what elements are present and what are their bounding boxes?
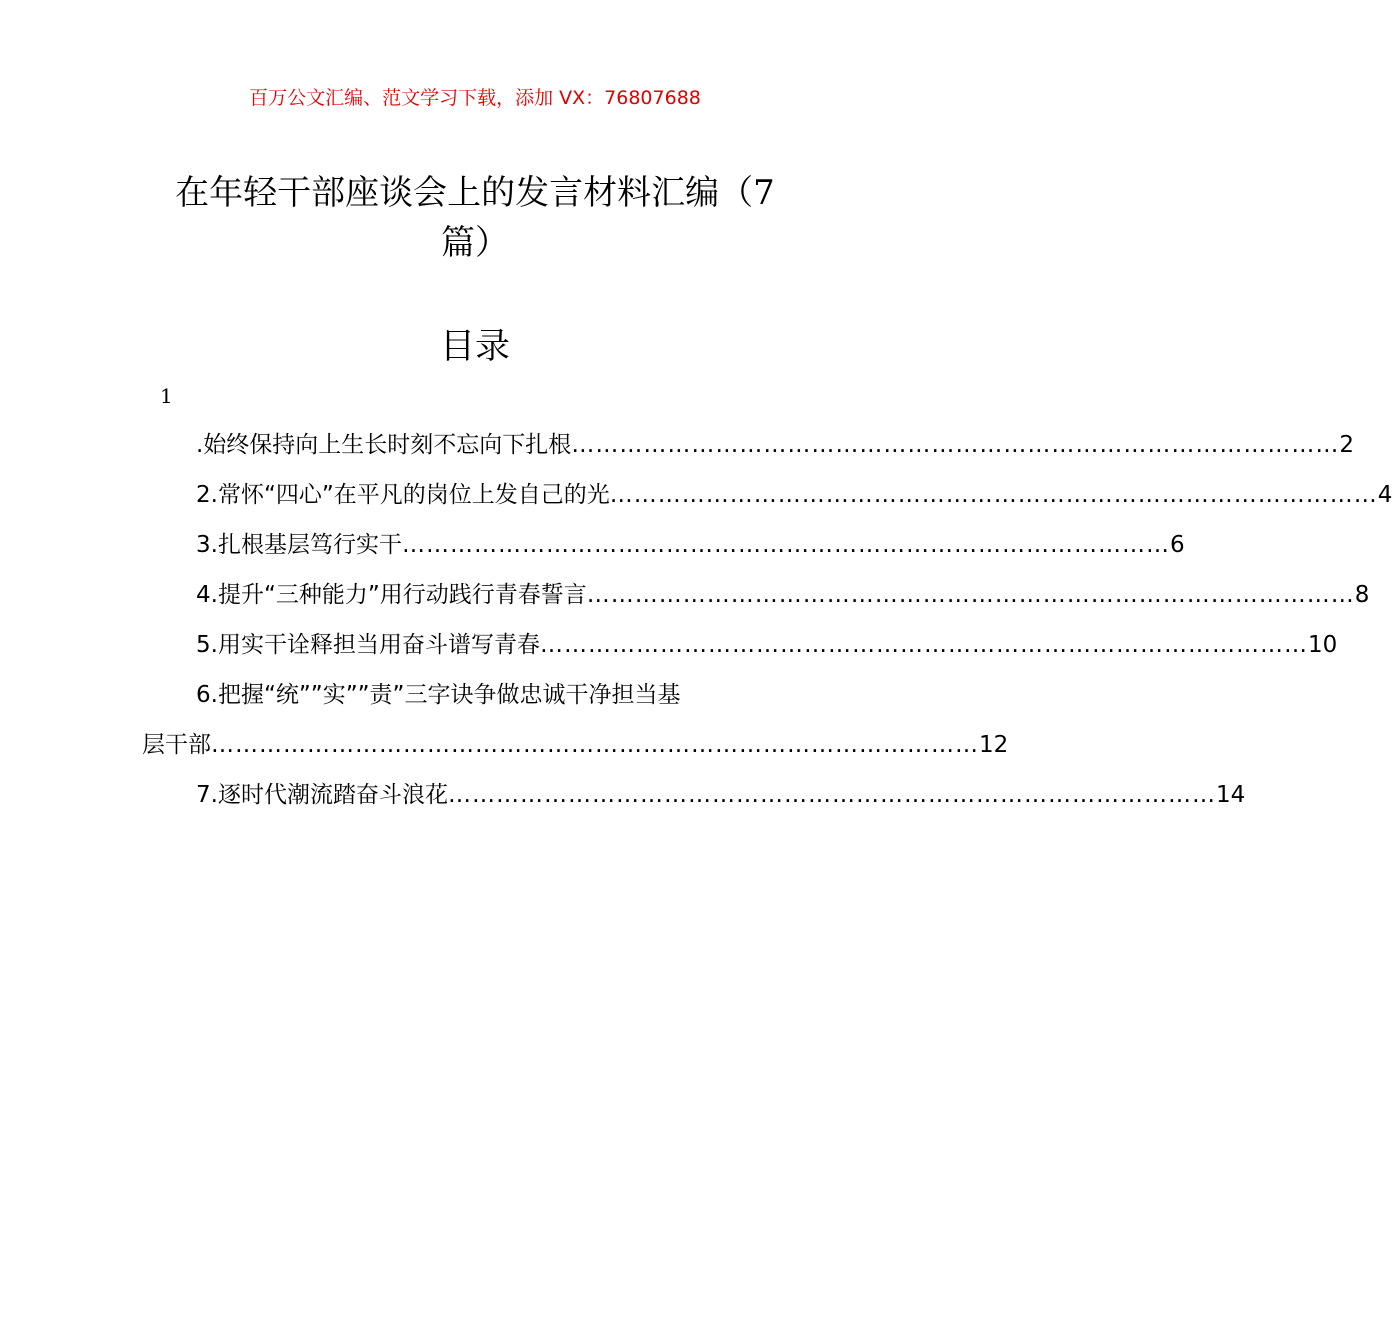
toc-leader-dots: …………………………………………………………………………………… <box>539 632 1308 658</box>
toc-entry-page: 4 <box>1377 482 1392 508</box>
table-of-contents <box>142 420 1392 820</box>
toc-entry-page: 12 <box>979 732 1009 758</box>
toc-entry-label: 5.用实干诠释担当用奋斗谱写青春 <box>196 632 540 658</box>
toc-entry-7[interactable] <box>142 770 1246 820</box>
toc-entry-label-line1: 6.把握“统””实””责”三字诀争做忠诚干净担当基 <box>196 682 681 708</box>
toc-entry-3[interactable] <box>142 520 1185 570</box>
toc-entry-label: 4.提升“三种能力”用行动践行青春誓言 <box>196 582 587 608</box>
toc-entry-2[interactable] <box>142 470 1392 520</box>
toc-entry-page: 6 <box>1169 532 1185 558</box>
watermark-header-note: 百万公文汇编、范文学习下载，添加 VX：76807688 <box>249 87 701 109</box>
title-line1-text: 在年轻干部座谈会上的发言材料汇编（ <box>175 173 754 213</box>
toc-leader-dots: …………………………………………………………………………………… <box>586 582 1355 608</box>
toc-entry-label: 2.常怀“四心”在平凡的岗位上发自己的光 <box>196 482 610 508</box>
toc-heading: 目录 <box>439 327 510 367</box>
toc-entry-label: .始终保持向上生长时刻不忘向下扎根 <box>196 432 572 458</box>
toc-leader-dots: …………………………………………………………………………………… <box>211 732 979 758</box>
toc-entry-4[interactable] <box>142 570 1370 620</box>
toc-entry-5[interactable] <box>142 620 1338 670</box>
toc-entry-page: 14 <box>1215 782 1246 808</box>
toc-leader-dots: …………………………………………………………………………………… <box>571 432 1340 458</box>
title-line2: 篇） <box>441 223 509 263</box>
toc-entry-6[interactable] <box>142 670 1009 770</box>
toc-entry-page: 10 <box>1307 632 1338 658</box>
toc-entry-page: 2 <box>1339 432 1354 458</box>
toc-entry-1[interactable] <box>142 420 1354 470</box>
toc-entry-page: 8 <box>1354 582 1370 608</box>
toc-entry-label: 3.扎根基层笃行实干 <box>196 532 402 558</box>
toc-entry-label: 层干部 <box>142 732 211 758</box>
toc-leader-dots: …………………………………………………………………………………… <box>447 782 1216 808</box>
toc-leader-dots: …………………………………………………………………………………… <box>609 482 1378 508</box>
title-line1-number: 7 <box>753 173 775 213</box>
document-title <box>150 168 800 268</box>
toc-entry-label: 7.逐时代潮流踏奋斗浪花 <box>196 782 448 808</box>
page-number-marker: 1 <box>160 384 173 408</box>
toc-leader-dots: …………………………………………………………………………………… <box>401 532 1170 558</box>
